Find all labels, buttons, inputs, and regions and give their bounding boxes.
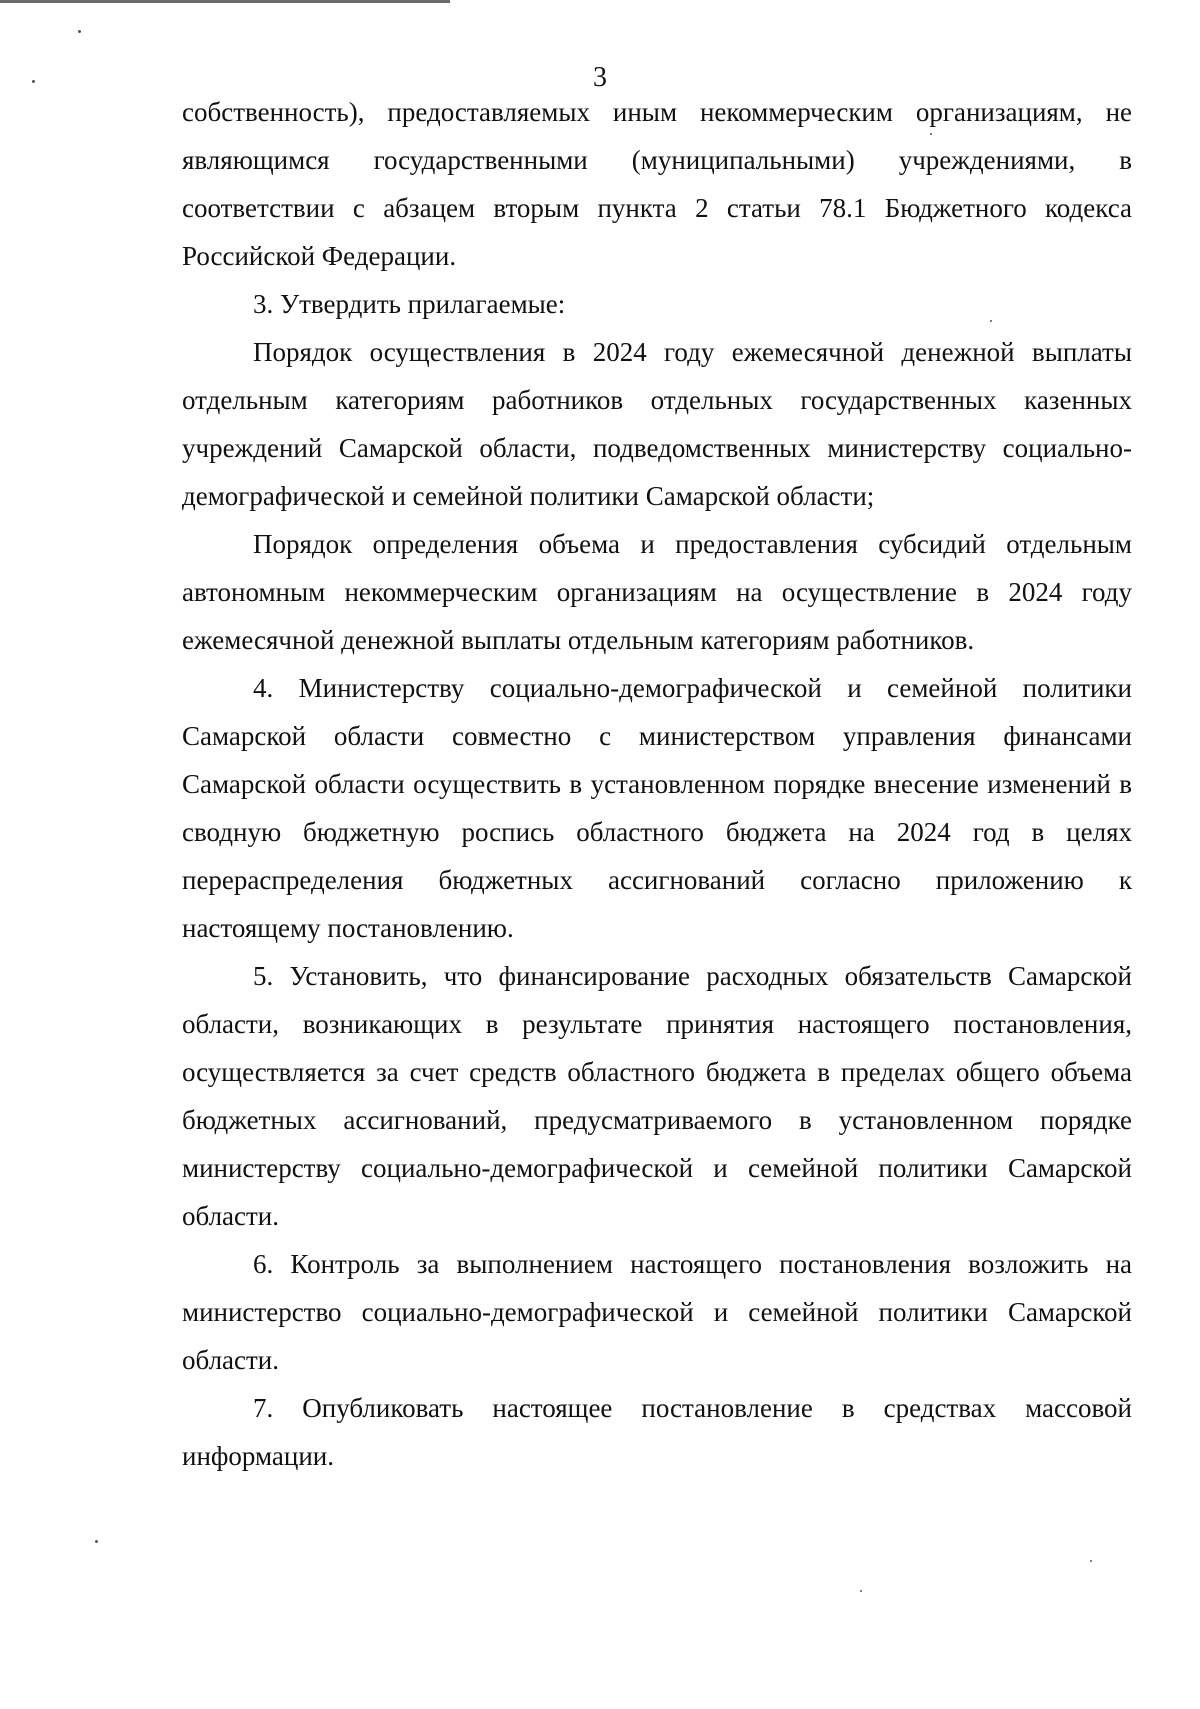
scan-edge-line: [0, 0, 450, 3]
paragraph-3: 3. Утвердить прилагаемые:: [253, 289, 566, 319]
paragraph-6: 6. Контроль за выполнением настоящего постановления возложить на министерство социально-демографической и семейной политики Самарской области.: [182, 1249, 1132, 1375]
scan-speck: [95, 1540, 98, 1543]
paragraph-3-order-payment: Порядок осуществления в 2024 году ежемесячной денежной выплаты отдельным категориям работников отдельных государственных казенных учреждений Самарской области, подведомственных министерству социально-демографической и семейной политики Самарской области;: [182, 337, 1132, 511]
page-number: 3: [593, 62, 607, 93]
paragraph-continuation: собственность), предоставляемых иным некоммерческим организациям, не являющимся государственными (муниципальными) учреждениями, в соответствии с абзацем вторым пункта 2 статьи 78.1 Бюджетного кодекса Российской Федерации.: [182, 97, 1132, 271]
scan-speck: [1090, 1560, 1092, 1562]
scan-speck: [78, 30, 81, 33]
scan-speck: [990, 320, 992, 322]
scan-speck: [860, 1590, 862, 1592]
paragraph-4: 4. Министерству социально-демографической и семейной политики Самарской области совместно с министерством управления финансами Самарской области осуществить в установленном порядке внесение изменений в сводную бюджетную роспись областного бюджета на 2024 год в целях перераспределения бюджетных ассигнований согласно приложению к настоящему постановлению.: [182, 673, 1132, 943]
document-body: [182, 88, 1132, 1480]
paragraph-7: 7. Опубликовать настоящее постановление в средствах массовой информации.: [182, 1393, 1132, 1471]
paragraph-3-order-subsidies: Порядок определения объема и предоставления субсидий отдельным автономным некоммерческим организациям на осуществление в 2024 году ежемесячной денежной выплаты отдельным категориям работников.: [182, 529, 1132, 655]
scan-speck: [930, 133, 932, 135]
paragraph-5: 5. Установить, что финансирование расходных обязательств Самарской области, возникающих в результате принятия настоящего постановления, осуществляется за счет средств областного бюджета в пределах общего объема бюджетных ассигнований, предусматриваемого в установленном порядке министерству социально-демографической и семейной политики Самарской области.: [182, 961, 1132, 1231]
scan-speck: [32, 80, 35, 83]
